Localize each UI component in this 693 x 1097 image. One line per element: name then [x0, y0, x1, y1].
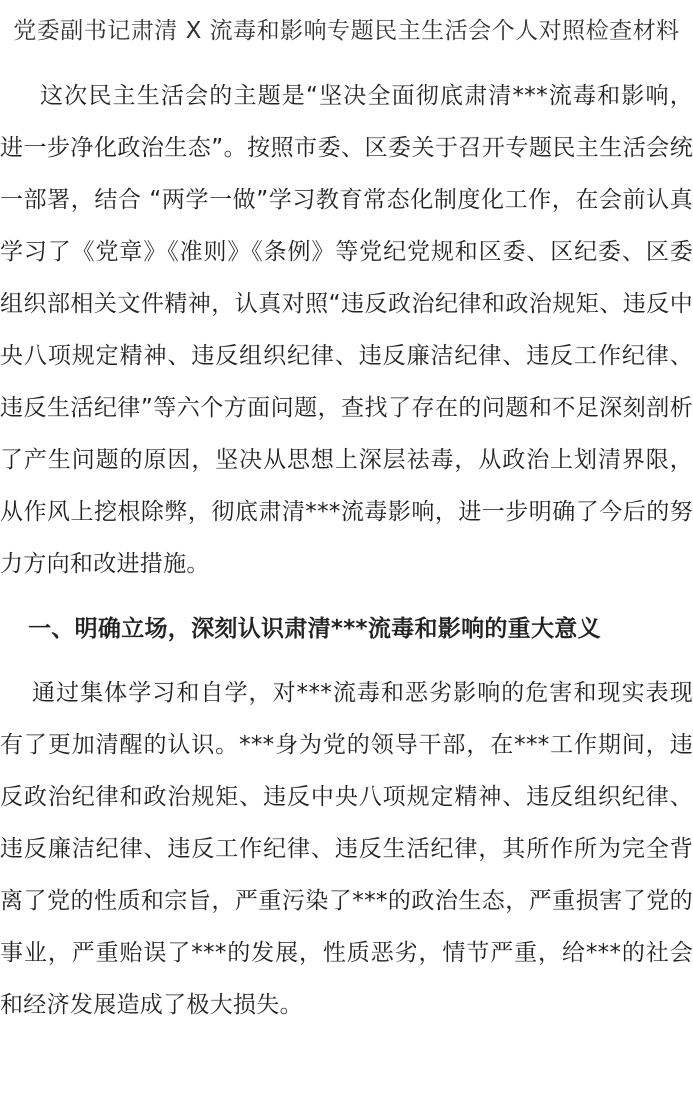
- section-1-paragraph: 通过集体学习和自学，对***流毒和恶劣影响的危害和现实表现有了更加清醒的认识。***身为党的领导干部，在***工作期间，违反政治纪律和政治规矩、违反中央八项规定精神、违反组织纪律、违反廉洁纪律、违反工作纪律、违反生活纪律，其所作所为完全背离了党的性质和宗旨，严重污染了***的政治生态，严重损害了党的事业，严重贻误了***的发展，性质恶劣，情节严重，给***的社会和经济发展造成了极大损失。: [0, 680, 693, 1018]
- section-heading-1: 一、明确立场，深刻认识肃清***流毒和影响的重大意义: [28, 616, 601, 642]
- document-title: 党委副书记肃清 X 流毒和影响专题民主生活会个人对照检查材料: [13, 18, 680, 44]
- intro-paragraph: 这次民主生活会的主题是“坚决全面彻底肃清***流毒和影响，进一步净化政治生态”。按照市委、区委关于召开专题民主生活会统一部署，结合 “两学一做”学习教育常态化制度化工作，在会前认真学习了《党章》《准则》《条例》等党纪党规和区委、区纪委、区委组织部相关文件精神，认真对照“违反政治纪律和政治规矩、违反中央八项规定精神、违反组织纪律、违反廉洁纪律、违反工作纪律、违反生活纪律”等六个方面问题，查找了存在的问题和不足深刻剖析了产生问题的原因，坚决从思想上深层祛毒，从政治上划清界限，从作风上挖根除弊，彻底肃清***流毒影响，进一步明确了今后的努力方向和改进措施。: [0, 83, 693, 577]
